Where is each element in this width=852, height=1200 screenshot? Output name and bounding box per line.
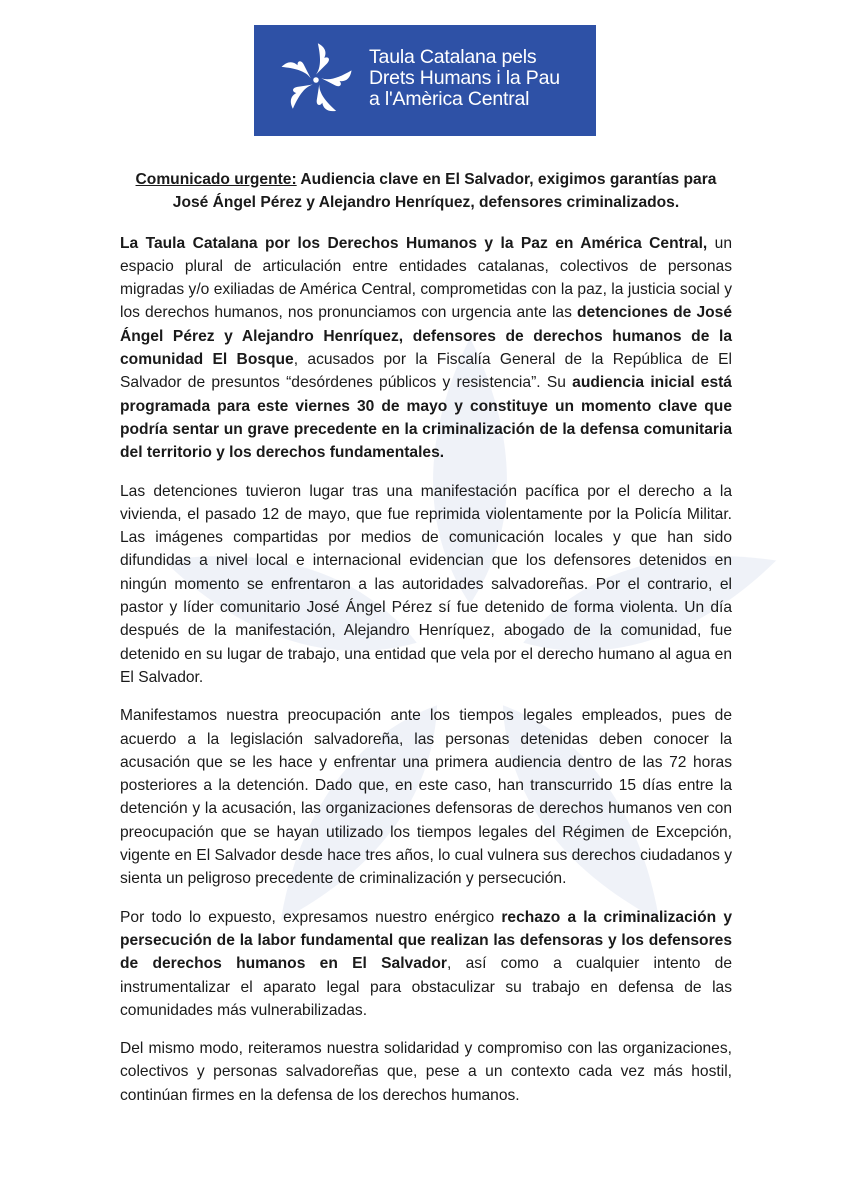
paragraph-4: [120, 906, 732, 1022]
p3-seg-1: Manifestamos nuestra preocupación ante los tiempos legales empleados, pues de acuerdo a la legislación salvadoreña, las personas detenidas deben conocer la acusación que se les hace y enfrentar una primera audiencia dentro de las 72 horas posteriores a la detención. Dado que, en este caso, han transcurrido 15 días entre la detención y la acusación, las organizaciones defensoras de derechos humanos ven con preocupación que se hayan utilizado los tiempos legales del Régimen de Excepción, vigente en El Salvador desde hace tres años, lo cual vulnera sus derechos ciudadanos y sienta un peligroso precedente de criminalización y persecución.: [120, 707, 733, 888]
p1-seg-4: , acusados por la Fiscalía General de la República de El Salvador de presuntos “desórdenes públicos y resistencia”. Su: [120, 351, 732, 392]
logo-line-1: Taula Catalana pels: [369, 46, 537, 68]
doves-star-icon: [270, 34, 362, 126]
p4-seg-2: rechazo a la criminalización y persecución de la labor fundamental que realizan las defensoras y los defensores de derechos humanos en El Salvador: [120, 908, 732, 973]
title-label: Comunicado urgente:: [135, 171, 297, 188]
paragraph-2: [120, 480, 732, 690]
p4-seg-3: , así como a cualquier intento de instrumentalizar el aparato legal para obstaculizar su trabajo en defensa de las comunidades más vulnerabilizadas.: [120, 955, 732, 1019]
p1-seg-2: un espacio plural de articulación entre entidades catalanas, colectivos de personas migradas y/o exiliadas de América Central, comprometidas con la paz, la justicia social y los derechos humanos, nos pronunciamos con urgencia ante las: [120, 234, 732, 322]
document-title: [120, 168, 732, 215]
logo-text: [369, 47, 560, 110]
p1-seg-1: La Taula Catalana por los Derechos Humanos y la Paz en América Central,: [120, 234, 708, 252]
p5-seg-1: Del mismo modo, reiteramos nuestra solidaridad y compromiso con las organizaciones, colectivos y personas salvadoreñas que, pese a un contexto cada vez más hostil, continúan firmes en la defensa de los derechos humanos.: [120, 1040, 732, 1104]
title-text: Audiencia clave en El Salvador, exigimos garantías para José Ángel Pérez y Alejandro Henríquez, defensores criminalizados.: [172, 171, 717, 212]
p1-seg-3: detenciones de José Ángel Pérez y Alejandro Henríquez, defensores de derechos humanos de la comunidad El Bosque: [120, 304, 732, 369]
paragraph-3: [120, 704, 732, 890]
paragraph-5: [120, 1037, 732, 1107]
logo-line-2: Drets Humans i la Pau: [369, 67, 560, 89]
logo-line-3: a l'Amèrica Central: [369, 88, 530, 110]
document-body: [120, 168, 732, 1122]
p1-seg-5: audiencia inicial está programada para este viernes 30 de mayo y constituye un momento clave que podría sentar un grave precedente en la criminalización de la defensa comunitaria del territorio y los derechos fundamentales.: [120, 374, 732, 462]
organization-logo: [254, 25, 596, 136]
paragraph-1: [120, 232, 732, 465]
p2-seg-1: Las detenciones tuvieron lugar tras una manifestación pacífica por el derecho a la vivienda, el pasado 12 de mayo, que fue reprimida violentamente por la Policía Militar. Las imágenes compartidas por medios de comunicación locales y que han sido difundidas a nivel local e internacional evidencian que los defensores detenidos en ningún momento se enfrentaron a las autoridades salvadoreñas. Por el contrario, el pastor y líder comunitario José Ángel Pérez sí fue detenido de forma violenta. Un día después de la manifestación, Alejandro Henríquez, abogado de la comunidad, fue detenido en su lugar de trabajo, una entidad que vela por el derecho humano al agua en El Salvador.: [120, 482, 732, 686]
p4-seg-1: Por todo lo expuesto, expresamos nuestro enérgico: [120, 908, 502, 926]
